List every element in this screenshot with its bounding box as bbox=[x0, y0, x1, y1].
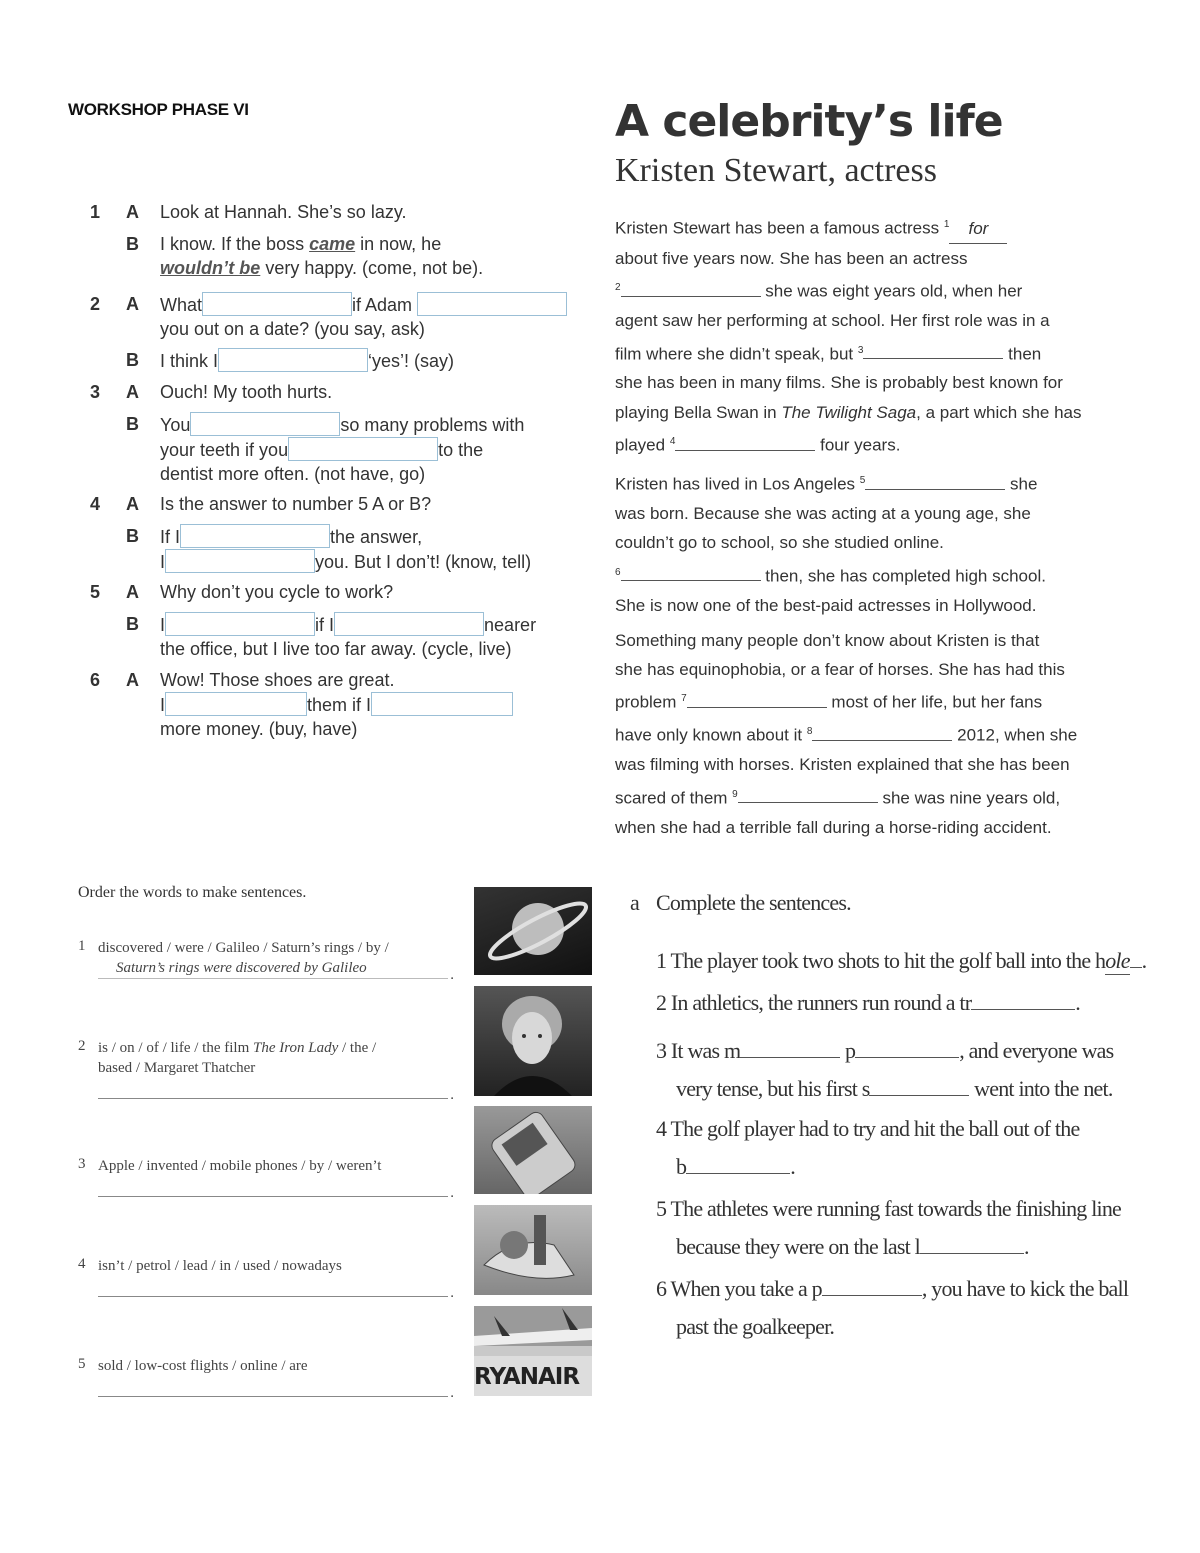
answer-line[interactable]: . bbox=[98, 1276, 448, 1297]
gap-number: 3 bbox=[857, 344, 864, 356]
mobile-phone-image bbox=[474, 1106, 592, 1194]
item-text: you out on a date? (you say, ask) bbox=[160, 319, 425, 339]
article-text: Kristen Stewart has been a famous actress bbox=[615, 218, 944, 238]
film-title: The Iron Lady bbox=[252, 1040, 339, 1056]
article-text: , a part which she has bbox=[916, 402, 1082, 422]
speaker-label: A bbox=[126, 382, 139, 402]
answer-blank[interactable] bbox=[202, 292, 352, 316]
exercise-item-3 bbox=[90, 380, 590, 406]
item-number: 3 bbox=[78, 1156, 86, 1172]
article-text: most of her life, but her fans bbox=[826, 693, 1043, 713]
item-text: I know. If the boss bbox=[160, 234, 310, 254]
petrol-pump-image bbox=[474, 1205, 592, 1295]
item-text: more money. (buy, have) bbox=[160, 719, 358, 739]
sentence-number: 5 bbox=[656, 1196, 667, 1221]
example-answer: ole bbox=[1105, 948, 1130, 973]
sentence-number: 1 bbox=[656, 948, 667, 973]
answer-blank[interactable] bbox=[738, 788, 878, 803]
article-text: was born. Because she was acting at a young age, she bbox=[615, 503, 1031, 523]
speaker-label: B bbox=[126, 350, 139, 370]
word-list: Apple / invented / mobile phones / by / weren’t bbox=[98, 1158, 382, 1174]
gap-number: 1 bbox=[943, 219, 950, 230]
saturn-image bbox=[474, 887, 592, 975]
item-text: very happy. (come, not be). bbox=[260, 258, 484, 278]
sentence-5 bbox=[656, 1190, 1121, 1266]
item-text: your teeth if you bbox=[160, 440, 289, 460]
item-number: 1 bbox=[90, 202, 101, 222]
order-item-2 bbox=[78, 1038, 468, 1103]
item-text: ‘yes’! (say) bbox=[368, 351, 455, 371]
item-text: if I bbox=[315, 615, 335, 635]
gap-answer[interactable]: for bbox=[949, 214, 1007, 244]
exercise-item-4-b bbox=[90, 524, 590, 574]
ryanair-logo-text: RYANAIR bbox=[474, 1364, 580, 1390]
item-text: so many problems with bbox=[340, 415, 525, 435]
speaker-label: A bbox=[126, 494, 139, 514]
item-text: I think I bbox=[160, 351, 219, 371]
sentence-text: . bbox=[1141, 948, 1147, 973]
item-text: dentist more often. (not have, go) bbox=[160, 464, 426, 484]
example-answer: wouldn’t be bbox=[160, 258, 261, 278]
article-text: she was eight years old, when her bbox=[760, 281, 1023, 301]
article-text: Something many people don’t know about Kristen is that bbox=[615, 630, 1040, 650]
article-text: she bbox=[1005, 474, 1038, 494]
word-list: discovered / were / Galileo / Saturn’s rings / by / bbox=[98, 940, 389, 956]
sentence-text: The golf player had to try and hit the ball out of the bbox=[670, 1116, 1080, 1141]
order-item-4 bbox=[78, 1256, 468, 1301]
item-text: the office, but I live too far away. (cycle, live) bbox=[160, 639, 512, 659]
article-text: she has equinophobia, or a fear of horses. She has had this bbox=[615, 660, 1065, 680]
answer-blank[interactable] bbox=[865, 475, 1005, 490]
answer-blank[interactable] bbox=[621, 566, 761, 581]
example-answer: came bbox=[309, 234, 356, 254]
article-text: film where she didn’t speak, but bbox=[615, 344, 858, 364]
sentence-text: . bbox=[1023, 1234, 1029, 1259]
answer-blank[interactable] bbox=[822, 1277, 922, 1296]
gap-number: 8 bbox=[806, 726, 813, 738]
word-list: is / on / of / life / the film bbox=[98, 1040, 253, 1056]
article-text: she has been in many films. She is probably best known for bbox=[615, 373, 1063, 393]
answer-blank[interactable] bbox=[621, 282, 761, 297]
speaker-label: A bbox=[126, 670, 139, 690]
sentence-4 bbox=[656, 1110, 1079, 1186]
item-number: 1 bbox=[78, 938, 86, 954]
order-item-1 bbox=[78, 938, 468, 983]
item-text: in now, he bbox=[355, 234, 442, 254]
answer-blank[interactable] bbox=[675, 436, 815, 451]
article-text: four years. bbox=[815, 435, 901, 455]
answer-blank[interactable] bbox=[334, 612, 484, 636]
item-text: I bbox=[160, 552, 166, 572]
article-body bbox=[615, 210, 1085, 848]
item-number: 6 bbox=[90, 670, 101, 690]
item-text: I bbox=[160, 695, 166, 715]
sentence-text: , you have to kick the ball bbox=[921, 1276, 1129, 1301]
exercise-item-3-b bbox=[90, 412, 590, 486]
article-text: then bbox=[1003, 344, 1042, 364]
sentence-text: In athletics, the runners run round a tr bbox=[670, 990, 972, 1015]
answer-line[interactable]: Saturn’s rings were discovered by Galileo . bbox=[98, 958, 448, 979]
article-text: have only known about it bbox=[615, 726, 807, 745]
item-number: 5 bbox=[78, 1356, 86, 1372]
complete-section-title: Complete the sentences. bbox=[656, 890, 851, 915]
article-text: played bbox=[615, 435, 670, 455]
answer-blank[interactable] bbox=[812, 726, 952, 741]
article-text: problem bbox=[615, 693, 682, 713]
exercise-item-1-b bbox=[90, 232, 590, 282]
speaker-label: A bbox=[126, 202, 139, 222]
sentence-text: p bbox=[840, 1038, 856, 1063]
speaker-label: B bbox=[126, 414, 139, 434]
sentence-text: . bbox=[790, 1154, 795, 1179]
article-title: A celebrity’s life bbox=[615, 96, 1003, 147]
word-list: sold / low-cost flights / online / are bbox=[98, 1358, 308, 1374]
sentence-6 bbox=[656, 1270, 1128, 1346]
item-text: if Adam bbox=[352, 295, 413, 315]
exercise-item-6 bbox=[90, 668, 590, 742]
article-text: she was nine years old, bbox=[877, 788, 1061, 808]
item-text: If I bbox=[160, 527, 181, 547]
article-text: 2012, when she bbox=[952, 726, 1078, 745]
sentence-text: because they were on the last l bbox=[676, 1234, 920, 1259]
answer-blank[interactable] bbox=[920, 1235, 1024, 1254]
answer-blank[interactable] bbox=[687, 693, 827, 708]
sentence-number: 6 bbox=[656, 1276, 667, 1301]
exercise-item-4 bbox=[90, 492, 590, 518]
answer-blank[interactable] bbox=[190, 412, 340, 436]
sentence-3 bbox=[656, 1032, 1113, 1108]
sentence-text: The athletes were running fast towards the finishing line bbox=[670, 1196, 1122, 1221]
sentence-1 bbox=[656, 948, 1147, 975]
item-text: Is the answer to number 5 A or B? bbox=[160, 494, 432, 514]
answer-blank[interactable] bbox=[371, 692, 513, 716]
article-text: when she had a terrible fall during a horse-riding accident. bbox=[615, 817, 1052, 837]
article-text: about five years now. She has been an actress bbox=[615, 248, 968, 268]
answer-line[interactable]: . bbox=[98, 1376, 448, 1397]
article-text: Kristen has lived in Los Angeles bbox=[615, 474, 860, 494]
item-number: 5 bbox=[90, 582, 101, 602]
sentence-text: , and everyone was bbox=[959, 1038, 1114, 1063]
sentence-text: past the goalkeeper. bbox=[676, 1314, 835, 1339]
answer-blank[interactable] bbox=[740, 1039, 840, 1058]
sentence-text: very tense, but his first s bbox=[676, 1076, 870, 1101]
word-list: isn’t / petrol / lead / in / used / nowadays bbox=[98, 1258, 342, 1274]
example-answer: Saturn’s rings were discovered by Galileo bbox=[116, 960, 367, 976]
speaker-label: B bbox=[126, 526, 139, 546]
sentence-2 bbox=[656, 990, 1080, 1016]
exercise-item-2 bbox=[90, 292, 590, 342]
speaker-label: A bbox=[126, 294, 139, 314]
gap-number: 5 bbox=[859, 475, 866, 486]
answer-blank[interactable] bbox=[288, 437, 438, 461]
item-number: 2 bbox=[90, 294, 101, 314]
speaker-label: B bbox=[126, 234, 139, 254]
ryanair-plane-image bbox=[474, 1306, 592, 1396]
sentence-text: b bbox=[676, 1154, 687, 1179]
speaker-label: A bbox=[126, 582, 139, 602]
gap-number: 9 bbox=[732, 788, 738, 800]
item-number: 4 bbox=[78, 1256, 86, 1272]
gap-number: 7 bbox=[681, 693, 687, 705]
item-text: them if I bbox=[307, 695, 372, 715]
article-text: then, she has completed high school. bbox=[760, 566, 1046, 586]
exercise-item-2-b bbox=[90, 348, 590, 374]
item-text: What bbox=[160, 295, 203, 315]
gap-number: 6 bbox=[615, 566, 621, 578]
speaker-label: B bbox=[126, 614, 139, 634]
answer-blank[interactable] bbox=[863, 344, 1003, 359]
item-text: Why don’t you cycle to work? bbox=[160, 582, 394, 602]
sentence-text: The player took two shots to hit the golf ball into the h bbox=[670, 948, 1106, 973]
film-title: The Twilight Saga bbox=[781, 402, 917, 422]
answer-line[interactable]: . bbox=[98, 1078, 448, 1099]
gap-number: 4 bbox=[669, 436, 676, 448]
article-text: She is now one of the best-paid actresses in Hollywood. bbox=[615, 595, 1037, 615]
worksheet-header: WORKSHOP PHASE VI bbox=[68, 100, 249, 119]
answer-blank[interactable] bbox=[1130, 949, 1142, 968]
sentence-text: When you take a p bbox=[670, 1276, 822, 1301]
item-number: 4 bbox=[90, 494, 101, 514]
item-number: 3 bbox=[90, 382, 101, 402]
answer-blank[interactable] bbox=[218, 348, 368, 372]
article-paragraph-2 bbox=[615, 466, 1085, 620]
article-subtitle: Kristen Stewart, actress bbox=[615, 152, 937, 189]
conditionals-exercise bbox=[90, 200, 590, 742]
word-list: based / Margaret Thatcher bbox=[98, 1060, 256, 1076]
article-text: playing Bella Swan in bbox=[615, 402, 782, 422]
item-text: the answer, bbox=[330, 527, 423, 547]
answer-blank[interactable] bbox=[165, 549, 315, 573]
item-text: I bbox=[160, 615, 166, 635]
sentence-text: . bbox=[1075, 990, 1080, 1015]
item-text: you. But I don’t! (know, tell) bbox=[315, 552, 532, 572]
article-paragraph-3 bbox=[615, 626, 1085, 842]
sentence-number: 3 bbox=[656, 1038, 667, 1063]
article-text: was filming with horses. Kristen explained that she has been bbox=[615, 755, 1070, 775]
item-text: nearer bbox=[484, 615, 537, 635]
order-item-3 bbox=[78, 1156, 468, 1201]
sentence-number: 2 bbox=[656, 990, 667, 1015]
answer-blank[interactable] bbox=[165, 612, 315, 636]
answer-blank[interactable] bbox=[180, 524, 330, 548]
answer-line[interactable]: . bbox=[98, 1176, 448, 1197]
article-text: couldn’t go to school, so she studied online. bbox=[615, 533, 944, 553]
article-text: agent saw her performing at school. Her first role was in a bbox=[615, 311, 1050, 331]
margaret-thatcher-image bbox=[474, 986, 592, 1096]
exercise-item-5-b bbox=[90, 612, 590, 662]
answer-blank[interactable] bbox=[417, 292, 567, 316]
order-words-title: Order the words to make sentences. bbox=[78, 884, 307, 901]
order-item-5 bbox=[78, 1356, 468, 1401]
item-number: 2 bbox=[78, 1038, 86, 1054]
article-text: scared of them bbox=[615, 788, 733, 808]
answer-blank[interactable] bbox=[869, 1077, 969, 1096]
sentence-text: went into the net. bbox=[969, 1076, 1113, 1101]
item-text: Ouch! My tooth hurts. bbox=[160, 382, 333, 402]
gap-number: 2 bbox=[615, 282, 621, 294]
exercise-item-1 bbox=[90, 200, 590, 226]
sentence-text: It was m bbox=[670, 1038, 741, 1063]
answer-blank[interactable] bbox=[855, 1039, 959, 1058]
word-list: / the / bbox=[338, 1040, 377, 1056]
sentence-number: 4 bbox=[656, 1116, 667, 1141]
item-text: to the bbox=[438, 440, 484, 460]
item-text: Wow! Those shoes are great. bbox=[160, 670, 395, 690]
exercise-item-5 bbox=[90, 580, 590, 606]
article-paragraph-1 bbox=[615, 210, 1085, 460]
answer-blank[interactable] bbox=[971, 991, 1075, 1010]
complete-section-label: a bbox=[630, 890, 639, 915]
item-text: Look at Hannah. She’s so lazy. bbox=[160, 202, 407, 222]
answer-blank[interactable] bbox=[686, 1155, 790, 1174]
answer-blank[interactable] bbox=[165, 692, 307, 716]
item-text: You bbox=[160, 415, 191, 435]
